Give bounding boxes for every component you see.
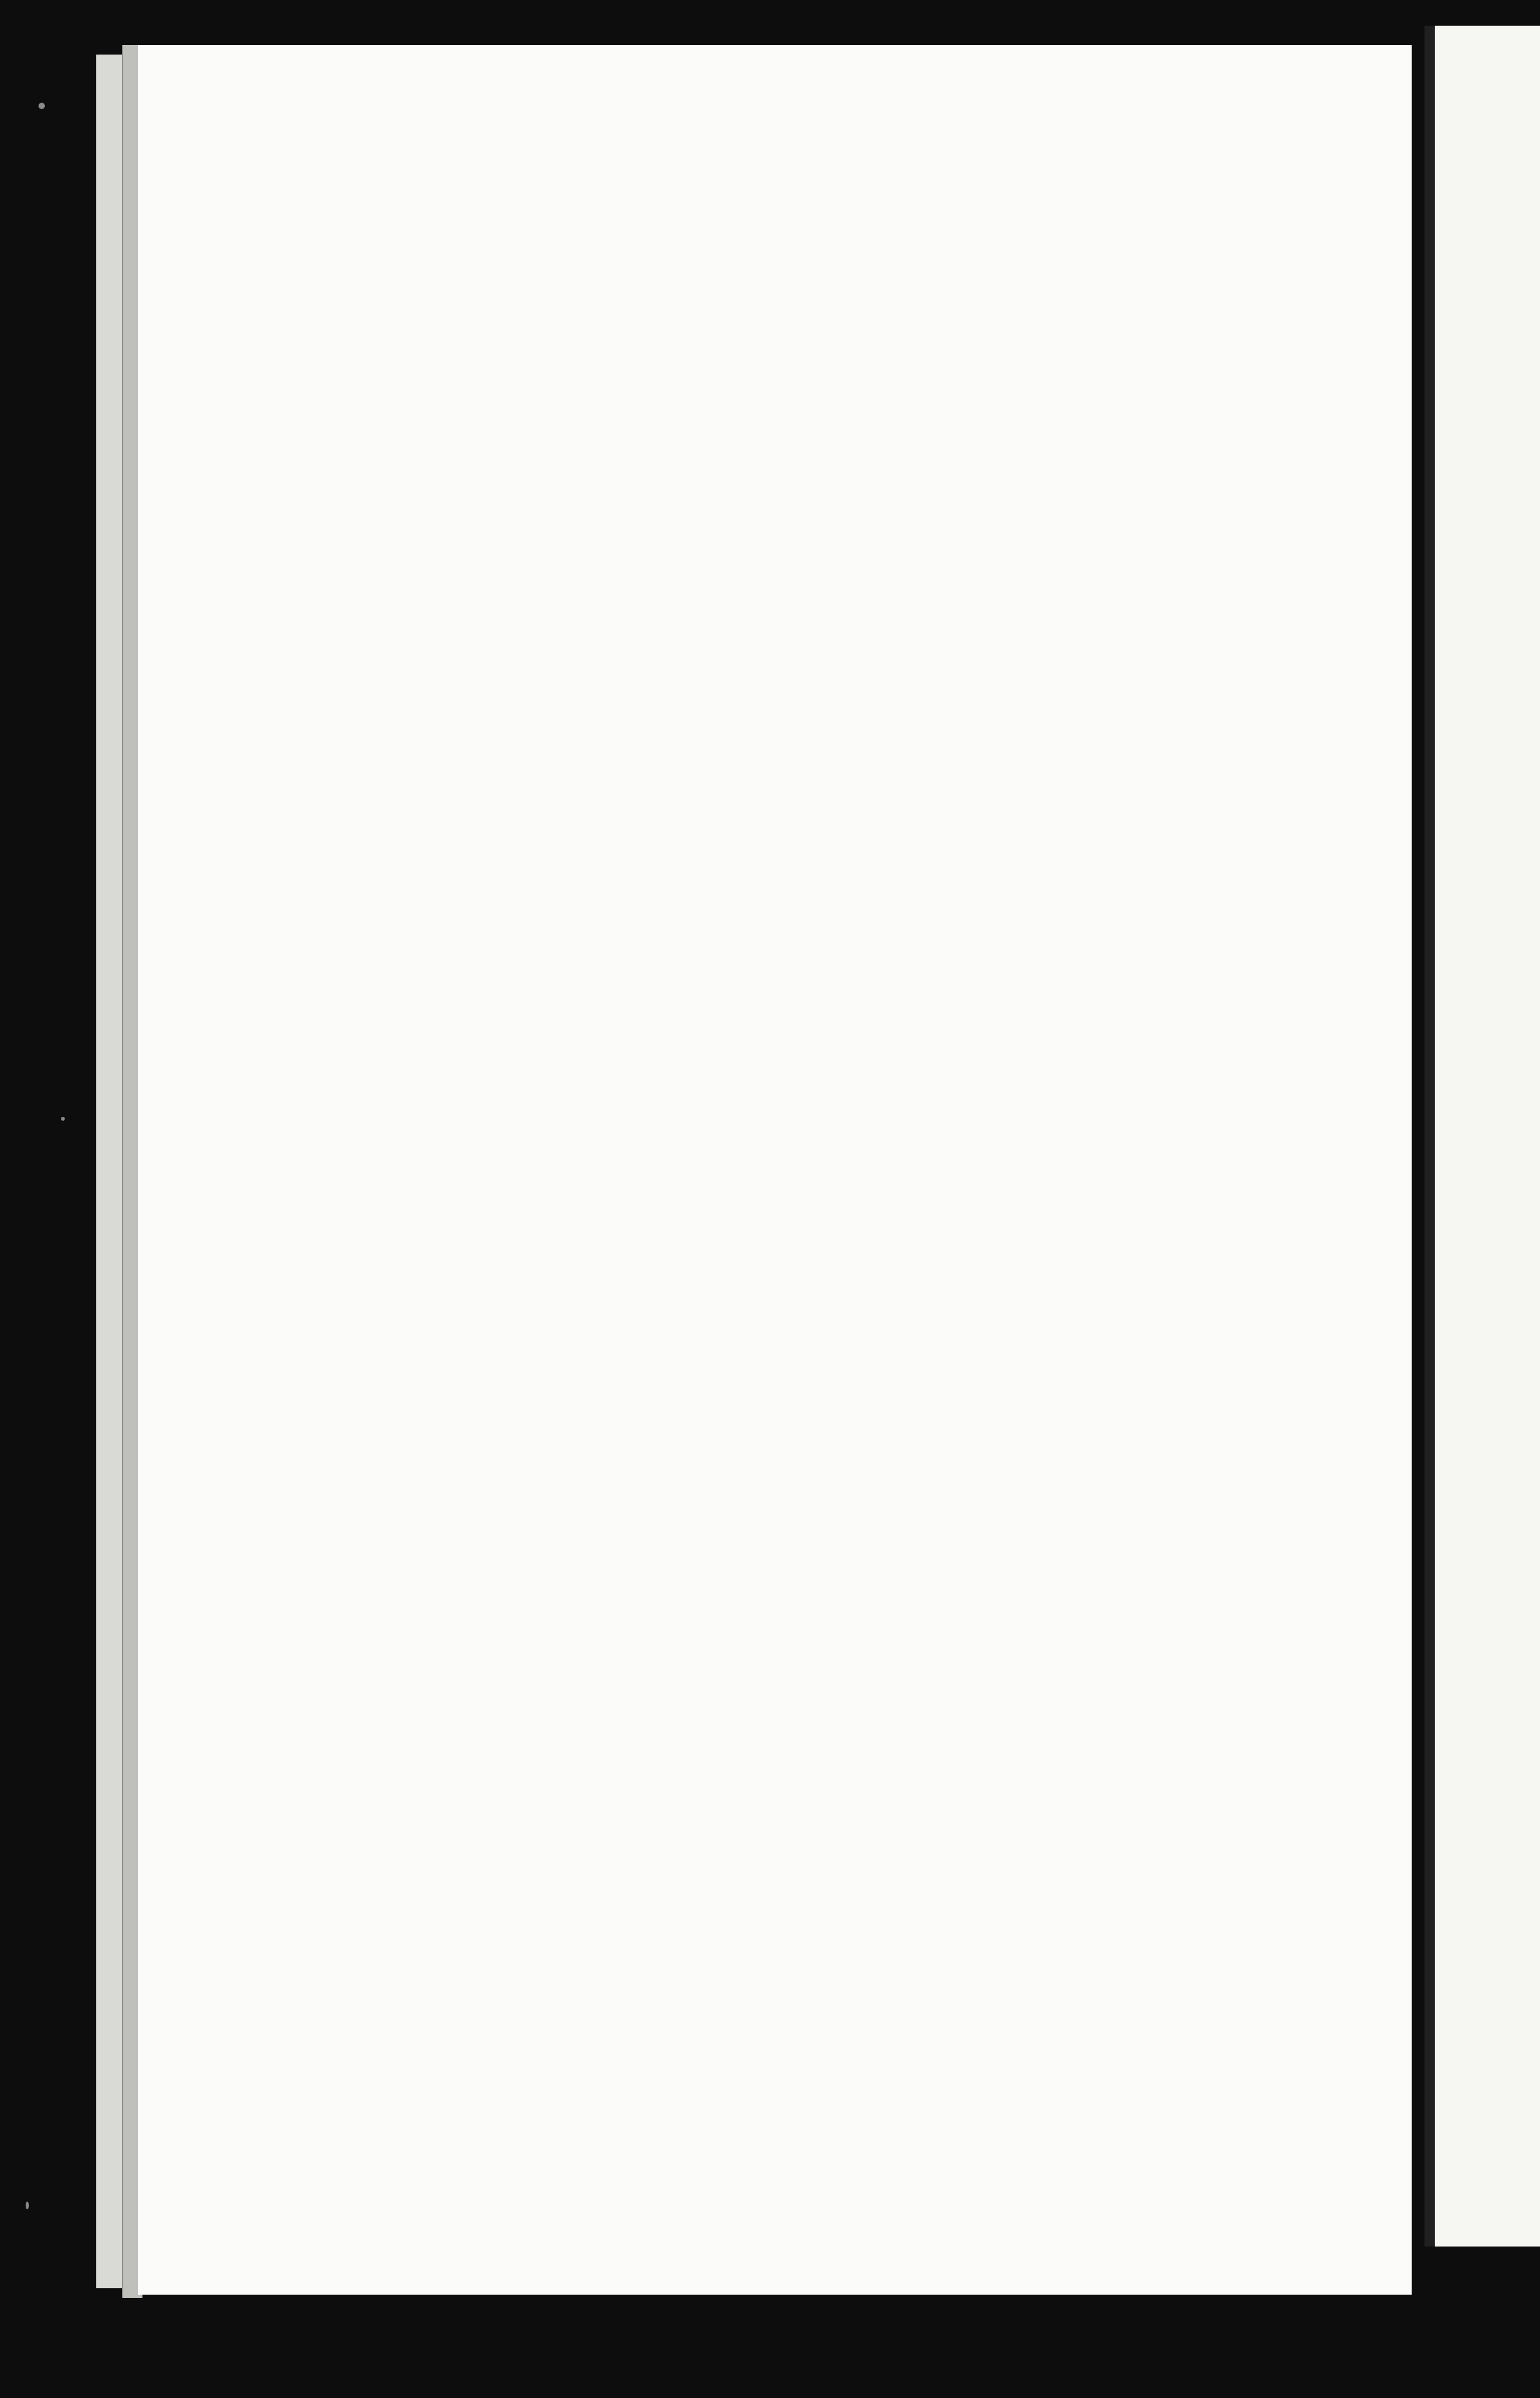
- paper-speck: [26, 2202, 29, 2209]
- paper-speck: [61, 1117, 65, 1121]
- paper-speck: [38, 103, 45, 109]
- page-header: [371, 193, 1385, 241]
- book-page: [138, 45, 1412, 2295]
- facing-page-strip: [1425, 26, 1540, 2247]
